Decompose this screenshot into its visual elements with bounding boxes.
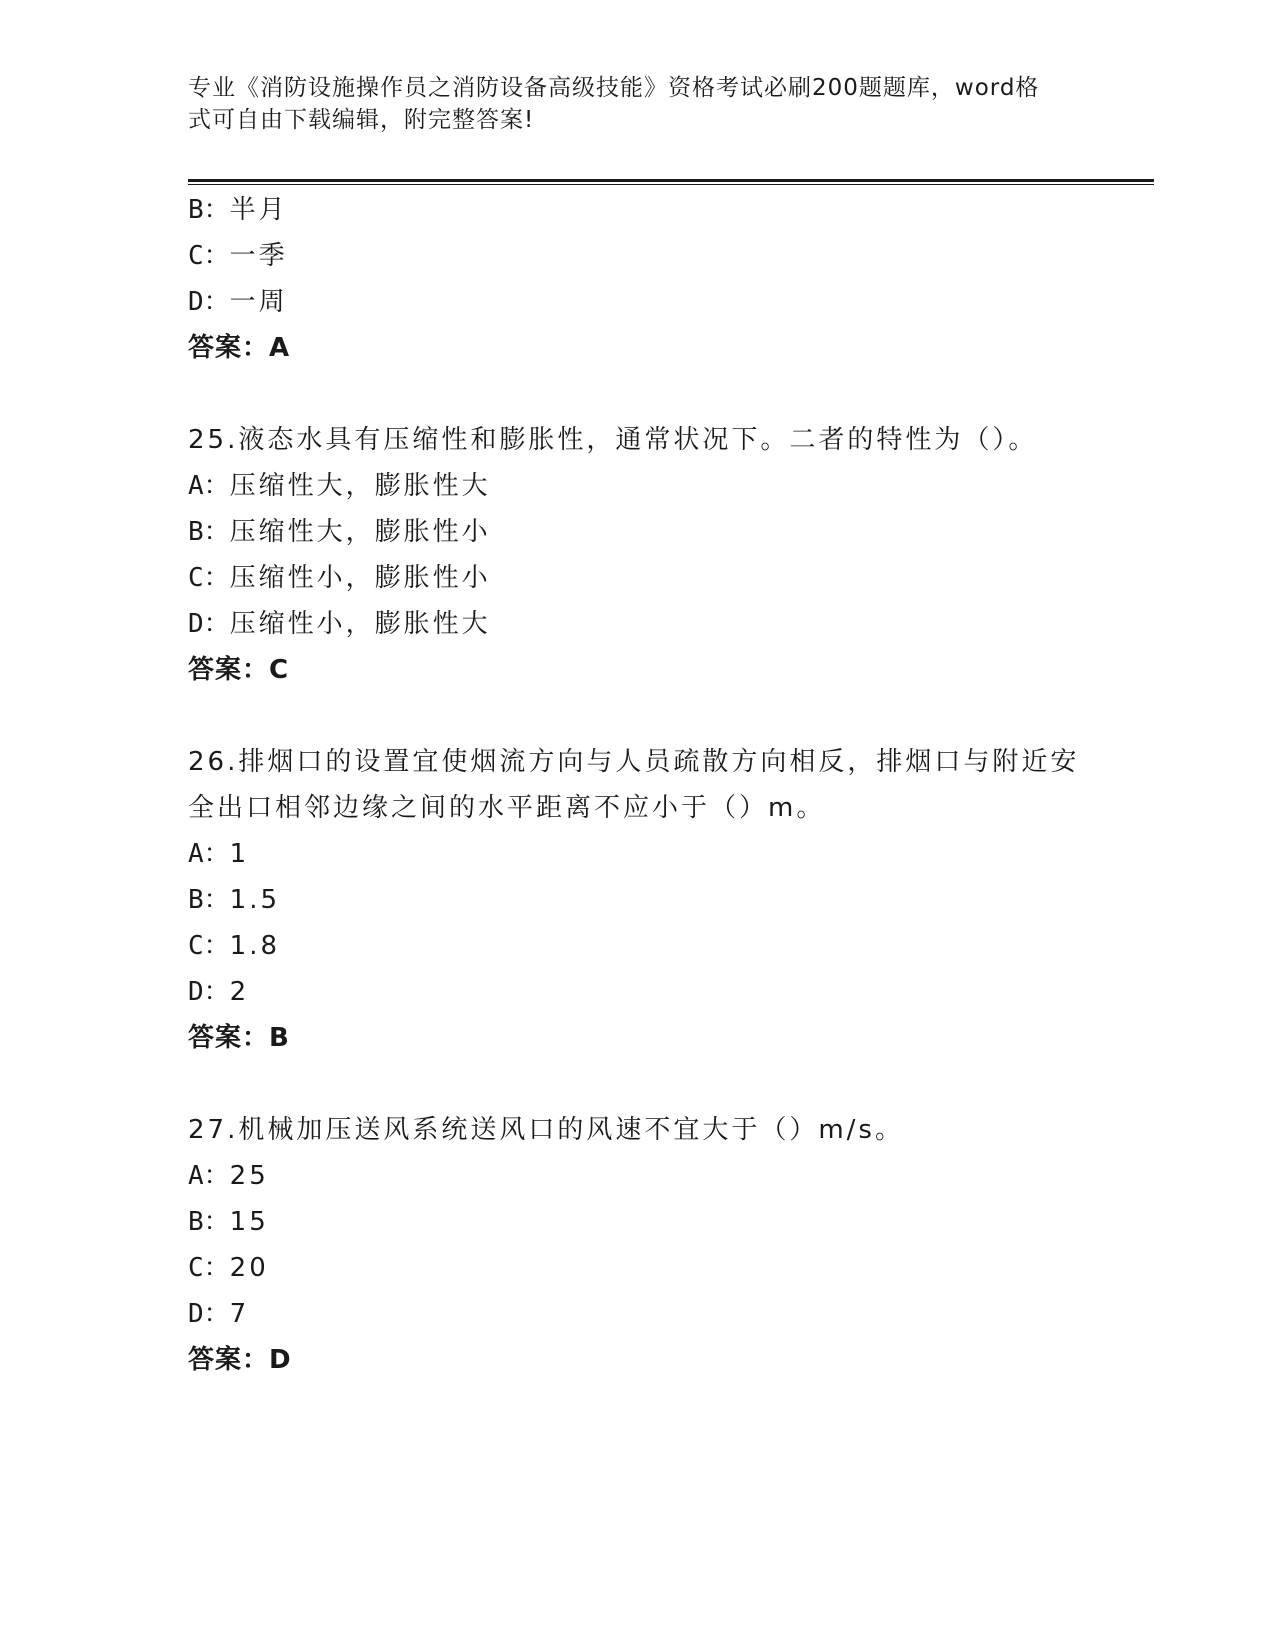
option-d: D：2: [188, 977, 250, 1007]
option-b: B：1.5: [188, 885, 281, 915]
question-26: [188, 739, 1088, 1061]
header-divider-thin: [188, 184, 1154, 185]
header-line-2: 式可自由下载编辑，附完整答案!: [188, 107, 535, 133]
option-c: C：一季: [188, 241, 288, 271]
answer-line: 答案：A: [188, 333, 291, 363]
header-divider-thick: [188, 179, 1154, 182]
option-a: A：1: [188, 839, 250, 869]
option-d: D：7: [188, 1299, 250, 1329]
option-b: B：半月: [188, 195, 288, 225]
question-text-continued: 全出口相邻边缘之间的水平距离不应小于（）m。: [188, 793, 826, 823]
header-line-1: 专业《消防设施操作员之消防设备高级技能》资格考试必刷200题题库，word格: [188, 75, 1040, 101]
option-c: C：1.8: [188, 931, 281, 961]
question-24-continued: [188, 187, 1088, 371]
answer-line: 答案：D: [188, 1345, 292, 1375]
option-d: D：压缩性小，膨胀性大: [188, 609, 491, 639]
option-a: A：25: [188, 1161, 269, 1191]
answer-line: 答案：B: [188, 1023, 290, 1053]
option-b: B：压缩性大，膨胀性小: [188, 517, 491, 547]
question-27: [188, 1107, 1088, 1383]
option-c: C：压缩性小，膨胀性小: [188, 563, 491, 593]
document-header: [188, 72, 1068, 136]
option-b: B：15: [188, 1207, 269, 1237]
question-text: 26.排烟口的设置宜使烟流方向与人员疏散方向相反，排烟口与附近安: [188, 747, 1080, 777]
question-list: [188, 187, 1088, 1383]
question-text: 25.液态水具有压缩性和膨胀性，通常状况下。二者的特性为（）。: [188, 425, 1038, 455]
option-a: A：压缩性大，膨胀性大: [188, 471, 491, 501]
option-c: C：20: [188, 1253, 269, 1283]
question-25: [188, 417, 1088, 693]
answer-line: 答案：C: [188, 655, 290, 685]
question-text: 27.机械加压送风系统送风口的风速不宜大于（）m/s。: [188, 1115, 904, 1145]
option-d: D：一周: [188, 287, 288, 317]
